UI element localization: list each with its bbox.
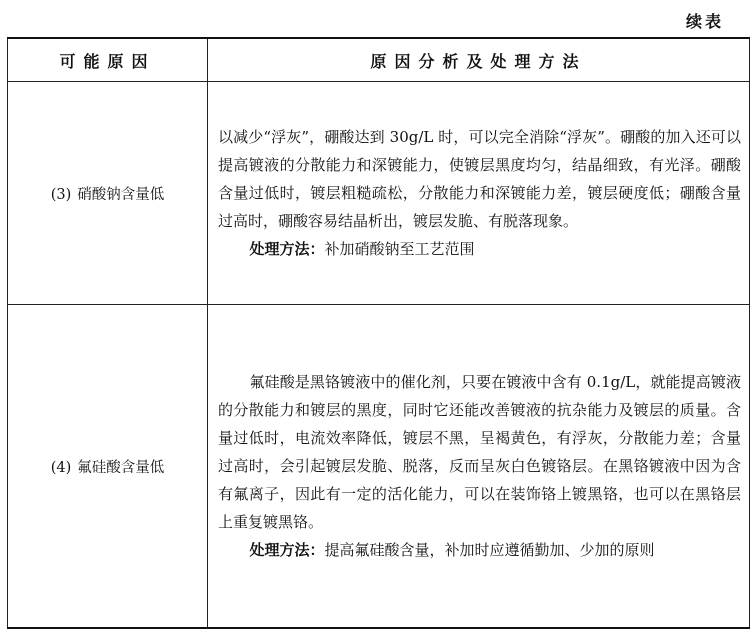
cause-text: 硝酸钠含量低 xyxy=(77,186,165,203)
treatment-method-text: 提高氟硅酸含量，补加时应遵循勤加、少加的原则 xyxy=(324,541,655,559)
analysis-cell xyxy=(208,82,750,305)
cause-cell xyxy=(8,82,208,305)
analysis-text: 氟硅酸是黑铬镀液中的催化剂，只要在镀液中含有 0.1g/L，就能提高镀液的分散能力和镀层的黑度，同时它还能改善镀液的抗杂能力及镀层的质量。含量过低时，电流效率降低，镀层不黑，呈褐黄色，有浮灰，分散能力差；含量过高时，会引起镀层发脆、脱落，反而呈灰白色镀铬层。在黑铬镀液中因为含有氟离子，因此有一定的活化能力，可以在装饰铬上镀黑铬，也可以在黑铬层上重复镀黑铬。 xyxy=(218,373,741,531)
table-header-row xyxy=(8,38,750,82)
cause-cell xyxy=(8,305,208,629)
treatment-method-text: 补加硝酸钠至工艺范围 xyxy=(324,240,475,258)
treatment-method xyxy=(218,235,741,263)
cause-number: (4) xyxy=(50,459,72,476)
table-row xyxy=(8,305,750,629)
header-possible-cause: 可能原因 xyxy=(8,38,208,82)
treatment-method-label: 处理方法： xyxy=(249,240,325,258)
cause-analysis-table xyxy=(7,37,750,629)
treatment-method-label: 处理方法： xyxy=(249,541,325,559)
analysis-cell xyxy=(208,305,750,629)
continued-label: 续表 xyxy=(685,12,724,31)
cause-number: (3) xyxy=(50,186,72,203)
cause-text: 氟硅酸含量低 xyxy=(77,459,165,476)
analysis-text: 以减少“浮灰”，硼酸达到 30g/L 时，可以完全消除“浮灰”。硼酸的加入还可以提高镀液的分散能力和深镀能力，使镀层黑度均匀，结晶细致，有光泽。硼酸含量过低时，镀层粗糙疏松，分散能力和深镀能力差，镀层硬度低；硼酸含量过高时，硼酸容易结晶析出，镀层发脆、有脱落现象。 xyxy=(218,128,741,230)
treatment-method xyxy=(218,536,741,564)
table-row xyxy=(8,82,750,305)
header-analysis-method: 原因分析及处理方法 xyxy=(208,38,750,82)
